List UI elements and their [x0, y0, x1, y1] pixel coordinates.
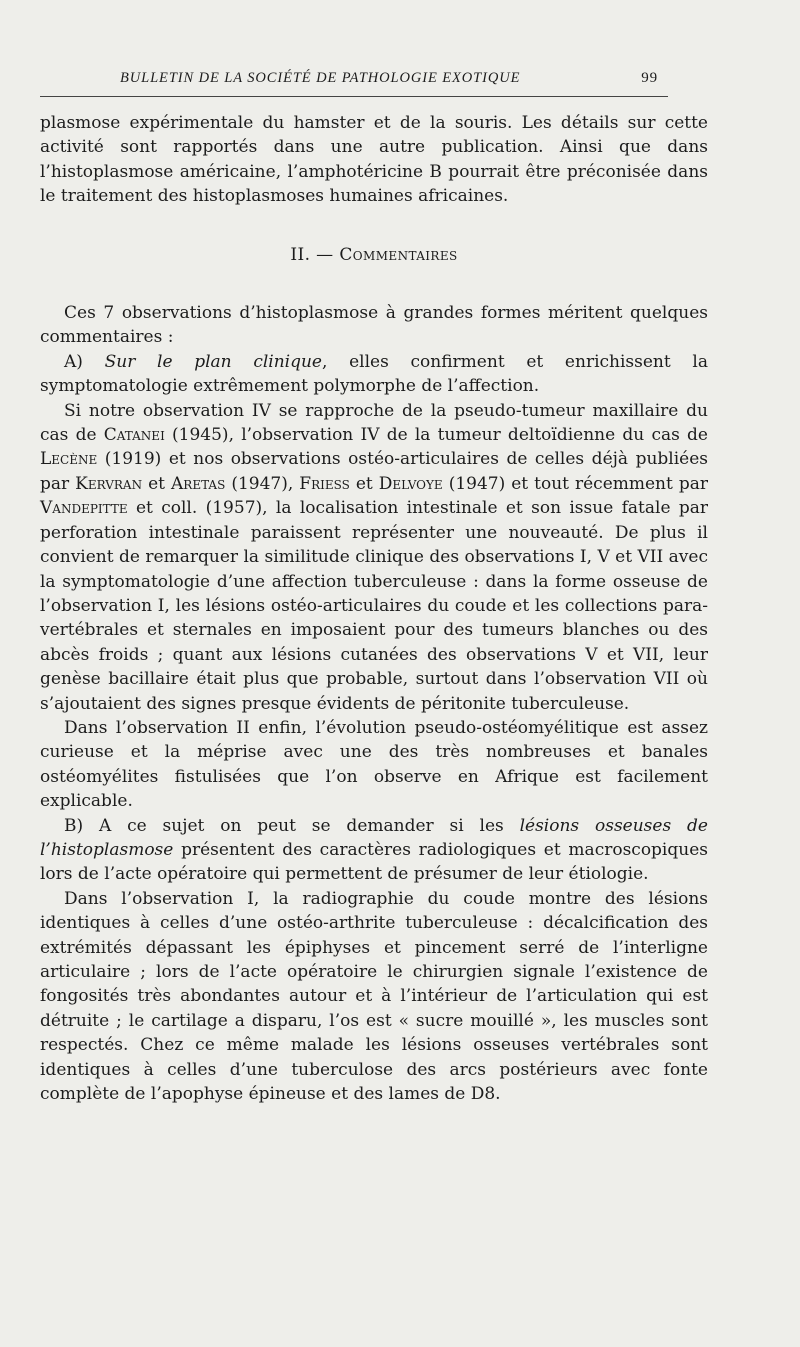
author-name: Aretas [171, 473, 226, 494]
header-rule [40, 96, 668, 97]
paragraph-4-text: Si notre observation IV se rapproche de la pseudo-tumeur maxillaire du cas de [40, 400, 708, 446]
author-name: Friess [299, 473, 350, 494]
section-heading-text: II. — Commentaires [290, 244, 458, 265]
running-header [120, 70, 658, 92]
paragraph-3-lead: A) [64, 351, 105, 372]
paragraph-2: Ces 7 observations d’histoplasmose à grandes formes méritent quelques commentaires : [40, 303, 708, 348]
section-heading [40, 243, 708, 267]
paragraph-4-text: et [349, 473, 379, 494]
paragraph-3 [40, 350, 708, 399]
paragraph-4-text: (1947), [225, 473, 300, 494]
paragraph-3-emphasis: Sur le plan clinique [104, 351, 322, 372]
paragraph-4-text: (1947) et tout récemment par [442, 473, 708, 494]
paragraph-6-rest: présentent des caractères radiologiques et macroscopiques lors de l’acte opératoire qui permettent de présumer de leur étiologie. [40, 839, 708, 885]
author-name: Vandepitte [40, 498, 128, 519]
body-text [40, 111, 708, 1106]
author-name: Lecène [40, 449, 98, 470]
paragraph-6-lead: B) A ce sujet on peut se demander si les [64, 815, 520, 836]
paragraph-6 [40, 814, 708, 887]
paragraph-4-text: et [142, 473, 172, 494]
paragraph-4-text: (1945), l’observation IV de la tumeur deltoïdienne du cas de [164, 425, 708, 446]
paragraph-4-text: et coll. (1957), la localisation intestinale et son issue fatale par perforation intestinale paraissent représenter une nouveauté. De plus il convient de remarquer la similitude clinique des observations I, V et VII avec la symptomatologie d’une affection tuberculeuse : dans la forme osseuse de l’observation I, les lésions ostéo-articulaires du coude et les collections para-vertébrales et sternales en imposaient pour des tumeurs blanches ou des abcès froids ; quant aux lésions cutanées des observations V et VII, leur genèse bacillaire était plus que probable, surtout dans l’observation VII où s’ajoutaient des signes presque évidents de péritonite tuberculeuse. [40, 498, 708, 714]
paragraph-3-rest: , elles confirment et enrichissent la symptomatologie extrêmement polymorphe de l’affection. [40, 351, 708, 397]
author-name: Delvoye [378, 473, 443, 494]
paragraph-5: Dans l’observation II enfin, l’évolution pseudo-ostéomyélitique est assez curieuse et la méprise avec une des très nombreuses et banales ostéomyélites fistulisées que l’on observe en Afrique est facilement explicable. [40, 717, 708, 812]
paragraph-7: Dans l’observation I, la radiographie du coude montre des lésions identiques à celles d’une ostéo-arthrite tuberculeuse : décalcification des extrémités dépassant les épiphyses et pincement serré de l’interligne articulaire ; lors de l’acte opératoire le chirurgien signale l’existence de fongosités très abondantes autour et à l’intérieur de l’articulation qui est détruite ; le cartilage a disparu, l’os est « sucre mouillé », les muscles sont respectés. Chez ce même malade les lésions osseuses vertébrales sont identiques à celles d’une tuberculose des arcs postérieurs avec fonte complète de l’apophyse épineuse et des lames de D8. [40, 888, 708, 1105]
paragraph-1: plasmose expérimentale du hamster et de la souris. Les détails sur cette activité sont rapportés dans une autre publication. Ainsi que dans l’histoplasmose américaine, l’amphotéricine B pourrait être préconisée dans le traitement des histoplasmoses humaines africaines. [40, 113, 708, 207]
paragraph-4 [40, 399, 708, 716]
paragraph-4-text: (1919) et nos observations ostéo-articulaires de celles déjà publiées par [40, 449, 708, 494]
paragraph-6-emphasis: lésions osseuses de l’histoplasmose [40, 815, 708, 860]
page-number: 99 [641, 70, 658, 86]
author-name: Catanei [103, 425, 165, 446]
running-title: BULLETIN DE LA SOCIÉTÉ DE PATHOLOGIE EXOTIQUE [120, 70, 521, 86]
author-name: Kervran [75, 473, 143, 494]
